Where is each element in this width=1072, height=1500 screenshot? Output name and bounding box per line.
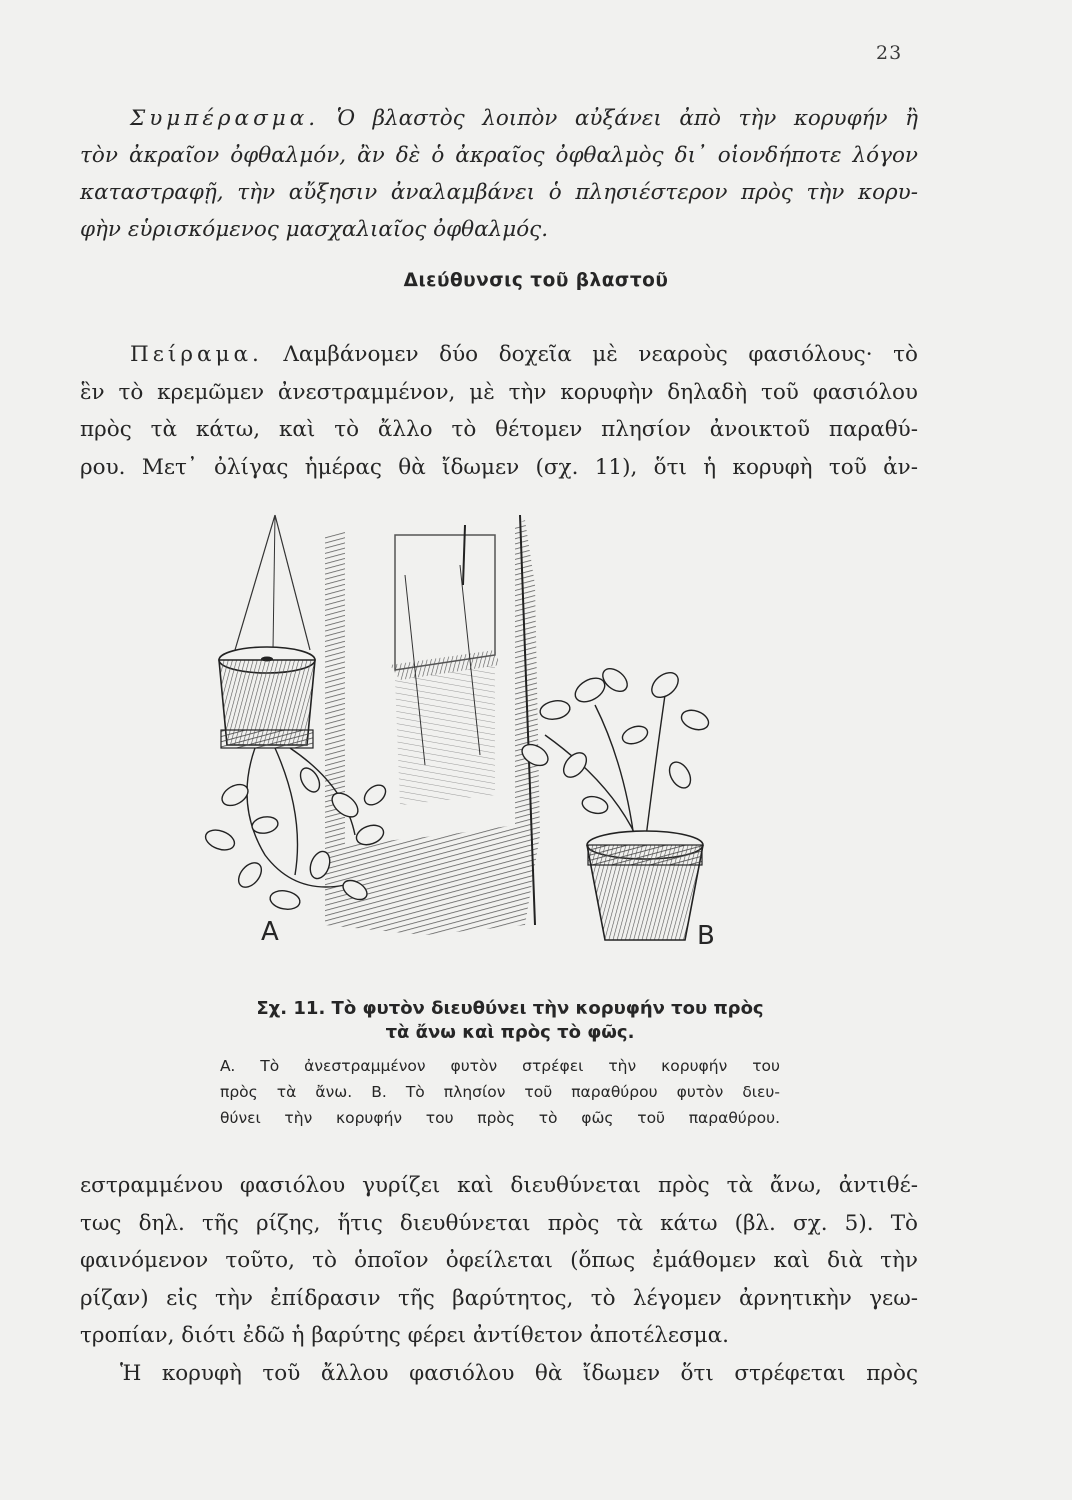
continuation-line: φαινόμενον τοῦτο, τὸ ὁποῖον ὀφείλεται (ὅπως ἐμάθομεν καὶ διὰ τὴν — [80, 1248, 918, 1273]
continuation-paragraph — [80, 1167, 918, 1392]
conclusion-line: τὸν ἀκραῖον ὀφθαλμόν, ἂν δὲ ὁ ἀκραῖος ὀφθαλμὸς δι᾿ οἱονδήποτε λόγον — [80, 143, 918, 168]
experiment-paragraph — [80, 336, 918, 486]
continuation-line: ρίζαν) εἰς τὴν ἐπίδρασιν τῆς βαρύτητος, τὸ λέγομεν ἀρνητικὴν γεω- — [80, 1285, 918, 1311]
plant-b — [518, 664, 711, 845]
caption-line: A. Τὸ ἀνεστραμμένον φυτὸν στρέφει τὴν κορυφήν του — [220, 1057, 780, 1075]
continuation-line — [80, 1355, 918, 1393]
standing-pot — [587, 831, 703, 940]
experiment-line — [80, 336, 918, 374]
window-wall — [325, 515, 540, 935]
figure-label-b: B — [697, 921, 715, 951]
caption-line: πρὸς τὰ ἄνω. B. Τὸ πλησίον τοῦ παραθύρου φυτὸν διευ- — [220, 1083, 780, 1101]
plant-illustration — [195, 505, 735, 955]
conclusion-paragraph — [80, 100, 918, 248]
figure-label-a: A — [261, 917, 279, 947]
figure-illustration — [195, 505, 735, 955]
caption-title-line: Σχ. 11. Τὸ φυτὸν διευθύνει τὴν κορυφήν του πρὸς — [256, 998, 764, 1019]
figure-caption-body — [220, 1053, 780, 1131]
hanging-pot — [219, 647, 315, 748]
caption-title-line: τὰ ἄνω καὶ πρὸς τὸ φῶς. — [385, 1022, 635, 1043]
page-number: 23 — [876, 42, 903, 64]
experiment-line: ἓν τὸ κρεμῶμεν ἀνεστραμμένον, μὲ τὴν κορυφὴν δηλαδὴ τοῦ φασιόλου — [80, 379, 918, 405]
continuation-last-line: Ἡ κορυφὴ τοῦ ἄλλου φασιόλου θὰ ἴδωμεν ὅτι στρέφεται πρὸς — [120, 1360, 918, 1386]
experiment-line: ρου. Μετ᾿ ὀλίγας ἡμέρας θὰ ἴδωμεν (σχ. 11), ὅτι ἡ κορυφὴ τοῦ ἀν- — [80, 454, 918, 480]
conclusion-line — [80, 100, 918, 137]
conclusion-line-text: Ὁ βλαστὸς λοιπὸν αὐξάνει ἀπὸ τὴν κορυφήν ἢ — [336, 106, 918, 131]
caption-line: θύνει τὴν κορυφήν του πρὸς τὸ φῶς τοῦ παραθύρου. — [220, 1109, 780, 1127]
experiment-line-text: Λαμβάνομεν δύο δοχεῖα μὲ νεαροὺς φασιόλους· τὸ — [283, 342, 918, 367]
continuation-line: τως δηλ. τῆς ρίζης, ἥτις διευθύνεται πρὸς τὰ κάτω (βλ. σχ. 5). Τὸ — [80, 1210, 918, 1236]
conclusion-line: φὴν εὑρισκόμενος μασχαλιαῖος ὀφθαλμός. — [80, 217, 549, 242]
continuation-line: τροπίαν, διότι ἐδῶ ἡ βαρύτης φέρει ἀντίθετον ἀποτέλεσμα. — [80, 1323, 730, 1348]
conclusion-line: καταστραφῇ, τὴν αὔξησιν ἀναλαμβάνει ὁ πλησιέστερον πρὸς τὴν κορυ- — [80, 180, 918, 205]
experiment-line: πρὸς τὰ κάτω, καὶ τὸ ἄλλο τὸ θέτομεν πλησίον ἀνοικτοῦ παραθύ- — [80, 417, 918, 442]
section-heading: Διεύθυνσις τοῦ βλαστοῦ — [403, 270, 669, 291]
experiment-heading: Πείραμα. — [130, 342, 263, 367]
conclusion-heading: Συμπέρασμα. — [130, 106, 320, 131]
plant-a — [203, 748, 390, 911]
figure-caption-title — [190, 997, 830, 1045]
continuation-line: εστραμμένου φασιόλου γυρίζει καὶ διευθύνεται πρὸς τὰ ἄνω, ἀντιθέ- — [80, 1173, 918, 1198]
